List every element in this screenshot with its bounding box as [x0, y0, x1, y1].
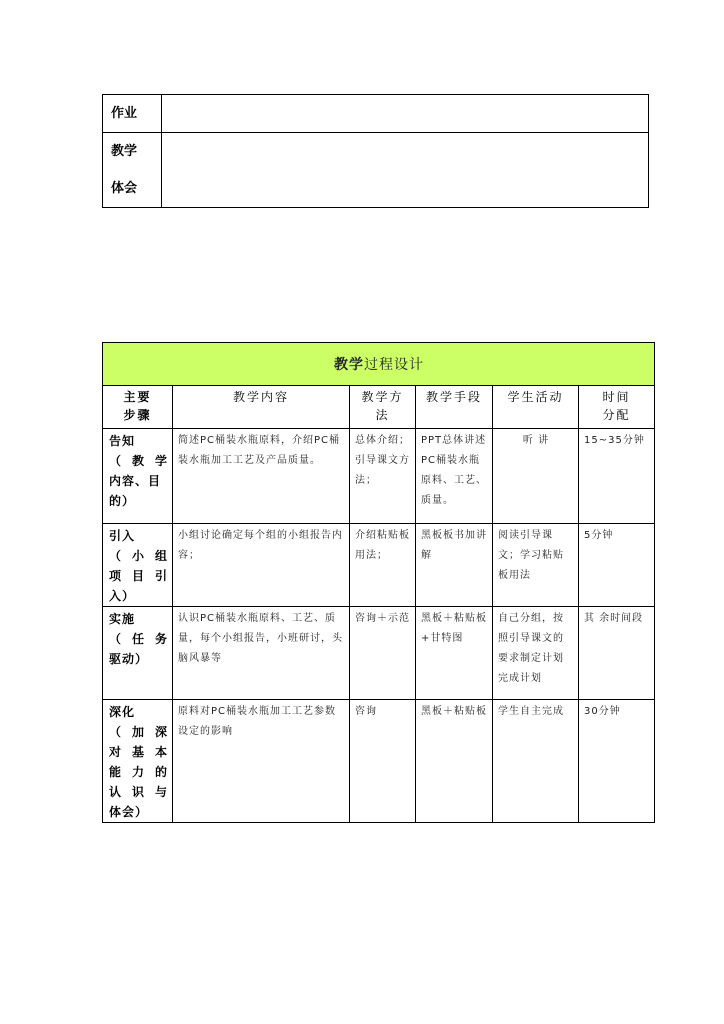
step-fragment: 的）	[109, 494, 136, 508]
step-fragment: 体会）	[109, 805, 149, 819]
step-fragment: 务	[154, 632, 168, 646]
homework-label: 作业	[111, 106, 138, 121]
title-part-3: 设计	[394, 357, 425, 373]
content-cell: 小组讨论确定每个组的小组报告内容；	[173, 524, 350, 607]
step-line	[109, 586, 168, 606]
homework-value-cell	[162, 95, 649, 133]
time-cell: 其 余时间段	[579, 607, 655, 700]
header-step	[103, 386, 173, 429]
step-fragment: 入）	[109, 589, 136, 603]
step-fragment: 力	[131, 765, 145, 779]
method-cell: 总体介绍；引导课文方法；	[350, 429, 416, 524]
step-cell	[103, 607, 173, 700]
step-fragment: （	[109, 632, 123, 646]
header-time	[579, 386, 655, 429]
method-cell: 介绍粘贴板用法；	[350, 524, 416, 607]
step-fragment: （	[109, 549, 123, 563]
content-cell: 原料对PC桶装水瓶加工工艺参数设定的影响	[173, 700, 350, 823]
step-fragment: 教	[131, 454, 145, 468]
step-fragment: 目	[131, 569, 145, 583]
step-line	[109, 491, 168, 511]
means-cell: 黑板＋粘贴板+甘特图	[416, 607, 493, 700]
table-row	[103, 429, 655, 524]
step-fragment: 识	[131, 785, 145, 799]
header-means: 教学手段	[416, 386, 493, 429]
step-line	[109, 742, 168, 762]
header-activity: 学生活动	[493, 386, 579, 429]
step-fragment: （	[109, 454, 123, 468]
header-step-line2: 步骤	[123, 408, 152, 422]
step-fragment: （	[109, 725, 123, 739]
step-head: 告知	[109, 434, 136, 448]
table-row	[103, 607, 655, 700]
step-head: 引入	[109, 529, 136, 543]
step-cell	[103, 524, 173, 607]
homework-label-cell	[103, 95, 162, 133]
step-line	[109, 629, 168, 649]
step-fragment: 小	[131, 549, 145, 563]
header-step-line1: 主要	[123, 390, 152, 404]
reflection-value-cell	[162, 133, 649, 208]
time-cell: 5分钟	[579, 524, 655, 607]
step-line	[109, 451, 168, 471]
header-time-line2: 分配	[602, 408, 631, 422]
means-cell: 黑板板书加讲解	[416, 524, 493, 607]
time-cell: 15~35分钟	[579, 429, 655, 524]
step-fragment: 驱动）	[109, 652, 149, 666]
step-fragment: 组	[154, 549, 168, 563]
step-fragment: 内容、目	[109, 474, 162, 488]
step-fragment: 基	[131, 745, 145, 759]
step-fragment: 的	[154, 765, 168, 779]
method-cell: 咨询＋示范	[350, 607, 416, 700]
step-line	[109, 762, 168, 782]
step-head: 深化	[109, 705, 136, 719]
activity-cell: 自己分组，按照引导课文的要求制定计划完成计划	[493, 607, 579, 700]
step-cell	[103, 429, 173, 524]
table-title	[103, 343, 655, 386]
table-row	[103, 700, 655, 823]
header-time-line1: 时间	[602, 390, 631, 404]
step-fragment: 本	[154, 745, 168, 759]
step-fragment: 加	[131, 725, 145, 739]
activity-cell: 学生自主完成	[493, 700, 579, 823]
step-fragment: 任	[131, 632, 145, 646]
step-fragment: 与	[154, 785, 168, 799]
reflection-label-cell	[103, 133, 162, 208]
step-fragment: 对	[109, 745, 123, 759]
means-cell: 黑板＋粘贴板	[416, 700, 493, 823]
title-bold-1: 教学	[334, 357, 365, 373]
summary-table	[102, 94, 649, 208]
activity-cell: 阅读引导课文；学习粘贴板用法	[493, 524, 579, 607]
header-method	[350, 386, 416, 429]
step-fragment: 深	[154, 725, 168, 739]
step-fragment: 能	[109, 765, 123, 779]
header-row	[103, 386, 655, 429]
title-part-2: 过程	[364, 357, 395, 373]
reflection-label-line2: 体会	[111, 181, 138, 196]
header-method-line2: 法	[375, 408, 390, 422]
header-method-line1: 教学方	[361, 390, 404, 404]
header-content: 教学内容	[173, 386, 350, 429]
step-line	[109, 649, 168, 669]
step-line	[109, 802, 168, 822]
step-line	[109, 722, 168, 742]
step-fragment: 项	[109, 569, 123, 583]
step-head: 实施	[109, 612, 136, 626]
step-cell	[103, 700, 173, 823]
table-row	[103, 524, 655, 607]
time-cell: 30分钟	[579, 700, 655, 823]
content-cell: 简述PC桶装水瓶原料，介绍PC桶装水瓶加工工艺及产品质量。	[173, 429, 350, 524]
step-line	[109, 546, 168, 566]
means-cell: PPT总体讲述PC桶装水瓶原料、工艺、质量。	[416, 429, 493, 524]
step-line	[109, 566, 168, 586]
step-fragment: 引	[154, 569, 168, 583]
reflection-label-line1: 教学	[111, 144, 138, 159]
teaching-process-table	[102, 342, 655, 823]
activity-cell: 听 讲	[493, 429, 579, 524]
step-fragment: 学	[154, 454, 168, 468]
content-cell: 认识PC桶装水瓶原料、工艺、质量，每个小组报告，小班研讨，头脑风暴等	[173, 607, 350, 700]
step-fragment: 认	[109, 785, 123, 799]
step-line	[109, 782, 168, 802]
step-line	[109, 471, 168, 491]
method-cell: 咨询	[350, 700, 416, 823]
